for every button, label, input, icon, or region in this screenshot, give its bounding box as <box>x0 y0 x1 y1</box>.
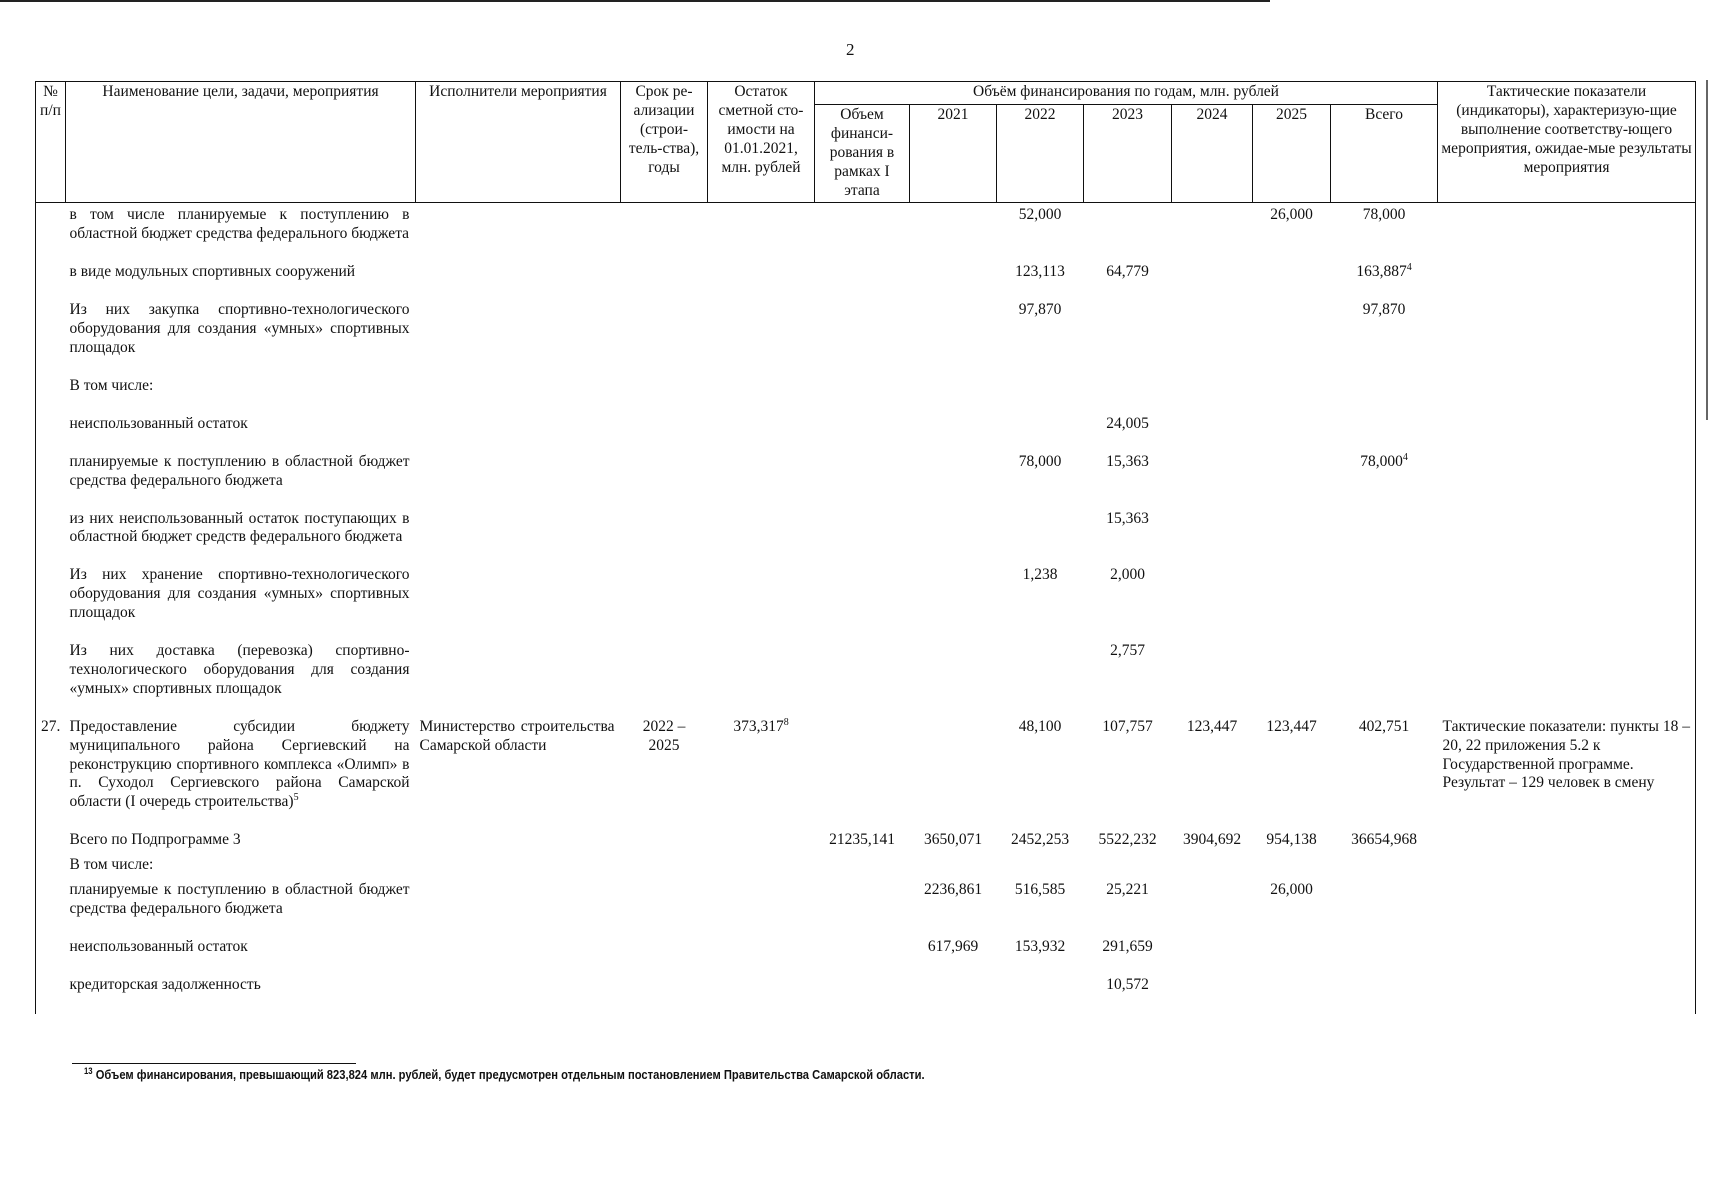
header-period: Срок ре-ализации (строи-тель-ства), годы <box>621 82 708 203</box>
cell-2021 <box>910 415 997 453</box>
cell-2022 <box>997 263 1084 301</box>
cell-name-text: Из них доставка (перевозка) спортивно-технологического оборудования для создания «умных» спортивных площадок <box>69 642 410 697</box>
cell-total-footnote-ref: 4 <box>1402 451 1408 463</box>
cell-indicators <box>1438 301 1696 377</box>
cell-executor <box>416 415 621 453</box>
table-row <box>36 263 1696 301</box>
cell-stage1 <box>815 642 910 718</box>
cell-indicators <box>1438 642 1696 718</box>
cell-2023 <box>1084 831 1172 856</box>
cell-num <box>36 938 66 976</box>
cell-indicators <box>1438 718 1696 832</box>
cell-2024 <box>1172 301 1253 377</box>
cell-indicators <box>1438 938 1696 976</box>
footnote-text: Объем финансирования, превышающий 823,824 млн. рублей, будет предусмотрен отдельным постановлением Правительства Самарской области. <box>95 1067 925 1082</box>
cell-total <box>1331 415 1438 453</box>
table-row <box>36 301 1696 377</box>
cell-2023 <box>1084 566 1172 642</box>
table-row <box>36 377 1696 415</box>
cell-2023-text: 107,757 <box>1102 717 1153 735</box>
cell-total-footnote-ref: 4 <box>1406 262 1412 274</box>
header-remainder: Остаток сметной сто-имости на 01.01.2021, млн. рублей <box>708 82 815 203</box>
cell-indicators <box>1438 881 1696 938</box>
cell-2022 <box>997 510 1084 567</box>
cell-name <box>66 203 416 263</box>
cell-2022-text: 2452,253 <box>1010 831 1070 849</box>
cell-remainder <box>708 453 815 510</box>
cell-2021 <box>910 938 997 976</box>
cell-indicators <box>1438 203 1696 263</box>
cell-2024 <box>1172 510 1253 567</box>
cell-2025 <box>1253 718 1331 832</box>
cell-indicators <box>1438 856 1696 881</box>
cell-num <box>36 642 66 718</box>
cell-stage1 <box>815 263 910 301</box>
cell-2023-text: 10,572 <box>1106 975 1149 993</box>
cell-indicators <box>1438 263 1696 301</box>
cell-2024 <box>1172 718 1253 832</box>
cell-name <box>66 415 416 453</box>
cell-stage1 <box>815 566 910 642</box>
table-row <box>36 856 1696 881</box>
cell-stage1 <box>815 976 910 1014</box>
cell-remainder <box>708 415 815 453</box>
cell-2024 <box>1172 642 1253 718</box>
cell-2022 <box>997 415 1084 453</box>
cell-2024 <box>1172 203 1253 263</box>
cell-num-text: 27. <box>41 717 61 735</box>
cell-stage1 <box>815 938 910 976</box>
cell-name <box>66 566 416 642</box>
cell-total-text: 163,887 <box>1356 263 1407 281</box>
cell-2025 <box>1253 831 1331 856</box>
cell-name <box>66 976 416 1014</box>
cell-indicators <box>1438 510 1696 567</box>
header-2024: 2024 <box>1172 104 1253 203</box>
table-row <box>36 203 1696 263</box>
cell-2025 <box>1253 856 1331 881</box>
cell-name-text: Предоставление субсидии бюджету муниципального района Сергиевский на реконструкцию спортивного комплекса «Олимп» в п. Суходол Сергиевского района Самарской области (I очередь строительства) <box>69 717 410 811</box>
cell-2023-text: 5522,232 <box>1098 831 1157 849</box>
cell-2023-text: 2,757 <box>1110 642 1145 660</box>
cell-2025 <box>1253 976 1331 1014</box>
cell-total-text: 78,000 <box>1362 206 1406 224</box>
cell-2023-text: 15,363 <box>1106 509 1149 527</box>
cell-period <box>621 263 708 301</box>
table-row <box>36 976 1696 1014</box>
cell-2021 <box>910 881 997 938</box>
cell-2025 <box>1253 415 1331 453</box>
top-scan-edge <box>0 0 1270 2</box>
footnote <box>84 1067 925 1082</box>
cell-remainder <box>708 976 815 1014</box>
cell-2022 <box>997 453 1084 510</box>
cell-period <box>621 976 708 1014</box>
cell-2022 <box>997 856 1084 881</box>
cell-name-footnote-ref: 5 <box>293 792 299 804</box>
cell-2024 <box>1172 566 1253 642</box>
footnote-separator <box>72 1063 356 1064</box>
cell-2022-text: 153,932 <box>1014 937 1066 955</box>
cell-total <box>1331 881 1438 938</box>
cell-2025-text: 26,000 <box>1270 206 1313 224</box>
cell-2022 <box>997 377 1084 415</box>
cell-num <box>36 453 66 510</box>
financing-table <box>35 81 1696 1014</box>
cell-remainder <box>708 301 815 377</box>
cell-2024 <box>1172 377 1253 415</box>
cell-2023 <box>1084 301 1172 377</box>
cell-period-text: 2022 – 2025 <box>642 717 686 754</box>
cell-2025 <box>1253 566 1331 642</box>
cell-2021 <box>910 453 997 510</box>
cell-name-text: Из них закупка спортивно-технологического оборудования для создания «умных» спортивных площадок <box>69 301 410 356</box>
cell-num <box>36 976 66 1014</box>
cell-num <box>36 566 66 642</box>
cell-num <box>36 510 66 567</box>
cell-2021-text: 3650,071 <box>923 831 983 849</box>
cell-indicators-text: Тактические показатели: пункты 18 – 20, 22 приложения 5.2 к Государственной программе. Результат – 129 человек в смену <box>1442 717 1690 792</box>
cell-2022 <box>997 642 1084 718</box>
cell-executor <box>416 203 621 263</box>
cell-remainder <box>708 642 815 718</box>
cell-remainder <box>708 718 815 832</box>
table-row <box>36 642 1696 718</box>
cell-total <box>1331 566 1438 642</box>
cell-period <box>621 566 708 642</box>
cell-period <box>621 831 708 856</box>
cell-name-text: из них неиспользованный остаток поступающих в областной бюджет средств федерального бюджета <box>69 509 410 546</box>
cell-stage1 <box>815 718 910 832</box>
cell-indicators <box>1438 976 1696 1014</box>
cell-name-text: неиспользованный остаток <box>69 414 248 432</box>
page-number: 2 <box>846 40 855 59</box>
cell-executor <box>416 718 621 832</box>
cell-num <box>36 301 66 377</box>
cell-remainder <box>708 263 815 301</box>
cell-2021 <box>910 976 997 1014</box>
cell-stage1 <box>815 881 910 938</box>
cell-period <box>621 301 708 377</box>
cell-name <box>66 856 416 881</box>
cell-remainder <box>708 856 815 881</box>
cell-num <box>36 377 66 415</box>
cell-2022-text: 123,113 <box>1015 263 1065 281</box>
header-2023: 2023 <box>1084 104 1172 203</box>
cell-stage1 <box>815 301 910 377</box>
cell-2023-text: 64,779 <box>1106 263 1149 281</box>
cell-2021 <box>910 831 997 856</box>
cell-stage1 <box>815 203 910 263</box>
cell-2025 <box>1253 510 1331 567</box>
header-stage1: Объем финанси-рования в рамках I этапа <box>815 104 910 203</box>
cell-2022 <box>997 938 1084 976</box>
cell-total <box>1331 718 1438 832</box>
cell-executor <box>416 938 621 976</box>
cell-2023 <box>1084 203 1172 263</box>
cell-name-text: В том числе: <box>69 376 154 394</box>
cell-2021 <box>910 263 997 301</box>
cell-2025-text: 26,000 <box>1270 881 1313 899</box>
cell-2025 <box>1253 453 1331 510</box>
cell-2021 <box>910 718 997 832</box>
cell-period <box>621 718 708 832</box>
right-scan-edge <box>1706 80 1708 420</box>
cell-executor <box>416 881 621 938</box>
cell-2022 <box>997 831 1084 856</box>
cell-2022 <box>997 976 1084 1014</box>
cell-2023-text: 25,221 <box>1106 881 1149 899</box>
cell-total <box>1331 856 1438 881</box>
cell-stage1-text: 21235,141 <box>829 831 895 849</box>
cell-name-text: Всего по Подпрограмме 3 <box>69 831 241 849</box>
cell-2024 <box>1172 976 1253 1014</box>
cell-name <box>66 453 416 510</box>
cell-2023 <box>1084 642 1172 718</box>
cell-period <box>621 453 708 510</box>
cell-2024 <box>1172 415 1253 453</box>
cell-executor <box>416 831 621 856</box>
cell-total-text: 36654,968 <box>1351 831 1417 849</box>
cell-remainder-text: 373,317 <box>733 717 784 735</box>
cell-total <box>1331 831 1438 856</box>
header-num: № п/п <box>36 82 66 203</box>
table-body <box>36 203 1696 1014</box>
cell-total <box>1331 938 1438 976</box>
cell-2023-text: 291,659 <box>1102 937 1153 955</box>
cell-num <box>36 881 66 938</box>
table-row <box>36 938 1696 976</box>
table-row <box>36 510 1696 567</box>
cell-name <box>66 938 416 976</box>
cell-2021 <box>910 301 997 377</box>
cell-period <box>621 510 708 567</box>
cell-2022-text: 1,238 <box>1022 566 1058 584</box>
cell-executor <box>416 510 621 567</box>
cell-name <box>66 718 416 832</box>
cell-executor <box>416 976 621 1014</box>
cell-2022 <box>997 203 1084 263</box>
cell-2024-text: 123,447 <box>1186 717 1238 735</box>
cell-2023 <box>1084 718 1172 832</box>
cell-total <box>1331 203 1438 263</box>
header-indicators: Тактические показатели (индикаторы), характеризую-щие выполнение соответству-ющего мероприятия, ожидае-мые результаты мероприятия <box>1438 82 1696 203</box>
cell-num <box>36 263 66 301</box>
cell-2021 <box>910 510 997 567</box>
footnote-marker: 13 <box>84 1066 93 1076</box>
cell-2024 <box>1172 856 1253 881</box>
header-executors: Исполнители мероприятия <box>416 82 621 203</box>
cell-total <box>1331 453 1438 510</box>
cell-2022 <box>997 301 1084 377</box>
cell-2023 <box>1084 510 1172 567</box>
cell-name <box>66 263 416 301</box>
cell-2025 <box>1253 301 1331 377</box>
cell-num <box>36 856 66 881</box>
cell-remainder <box>708 510 815 567</box>
cell-2025-text: 954,138 <box>1266 831 1317 849</box>
cell-name <box>66 642 416 718</box>
cell-remainder <box>708 831 815 856</box>
header-2021: 2021 <box>910 104 997 203</box>
cell-remainder-footnote-ref: 8 <box>783 716 789 728</box>
cell-2021-text: 617,969 <box>927 937 979 955</box>
header-name: Наименование цели, задачи, мероприятия <box>66 82 416 203</box>
cell-num <box>36 415 66 453</box>
cell-name-text: неиспользованный остаток <box>69 937 248 955</box>
header-financing-group: Объём финансирования по годам, млн. рублей <box>815 82 1438 105</box>
cell-remainder <box>708 938 815 976</box>
cell-2023 <box>1084 856 1172 881</box>
cell-2025-text: 123,447 <box>1266 717 1317 735</box>
cell-2022-text: 516,585 <box>1014 881 1066 899</box>
cell-period <box>621 642 708 718</box>
table-row <box>36 718 1696 832</box>
cell-2023-text: 2,000 <box>1110 566 1145 584</box>
cell-remainder <box>708 881 815 938</box>
cell-2022-text: 52,000 <box>1018 206 1062 224</box>
header-2025: 2025 <box>1253 104 1331 203</box>
cell-period <box>621 377 708 415</box>
cell-stage1 <box>815 415 910 453</box>
cell-num <box>36 718 66 832</box>
cell-period <box>621 938 708 976</box>
cell-stage1 <box>815 377 910 415</box>
cell-name <box>66 377 416 415</box>
cell-2025 <box>1253 938 1331 976</box>
table-row <box>36 831 1696 856</box>
cell-name <box>66 510 416 567</box>
cell-2023 <box>1084 263 1172 301</box>
cell-2024 <box>1172 881 1253 938</box>
cell-2023-text: 15,363 <box>1106 452 1149 470</box>
cell-2022-text: 48,100 <box>1018 717 1062 735</box>
cell-2021 <box>910 377 997 415</box>
table-header <box>36 82 1696 203</box>
cell-2023 <box>1084 938 1172 976</box>
cell-2025 <box>1253 263 1331 301</box>
cell-2024 <box>1172 453 1253 510</box>
cell-2024 <box>1172 263 1253 301</box>
cell-num <box>36 203 66 263</box>
cell-2021 <box>910 203 997 263</box>
cell-total <box>1331 642 1438 718</box>
cell-period <box>621 881 708 938</box>
cell-period <box>621 203 708 263</box>
cell-stage1 <box>815 510 910 567</box>
cell-period <box>621 415 708 453</box>
cell-name-text: планируемые к поступлению в областной бюджет средства федерального бюджета <box>69 452 410 489</box>
cell-stage1 <box>815 856 910 881</box>
cell-executor <box>416 642 621 718</box>
cell-executor-text: Министерство строительства Самарской области <box>419 717 615 754</box>
cell-total <box>1331 377 1438 415</box>
cell-indicators <box>1438 377 1696 415</box>
cell-2023 <box>1084 881 1172 938</box>
cell-name-text: в том числе планируемые к поступлению в областной бюджет средства федерального бюджета <box>69 206 410 243</box>
cell-name-text: кредиторская задолженность <box>69 975 261 993</box>
cell-2022 <box>997 566 1084 642</box>
cell-2023 <box>1084 976 1172 1014</box>
cell-executor <box>416 263 621 301</box>
table-row <box>36 453 1696 510</box>
cell-total-text: 402,751 <box>1358 717 1410 735</box>
table-row <box>36 566 1696 642</box>
cell-indicators <box>1438 831 1696 856</box>
table-row <box>36 415 1696 453</box>
cell-2025 <box>1253 881 1331 938</box>
cell-name-text: в виде модульных спортивных сооружений <box>69 263 356 281</box>
cell-remainder <box>708 377 815 415</box>
cell-2025 <box>1253 203 1331 263</box>
header-total: Всего <box>1331 104 1438 203</box>
cell-name-text: В том числе: <box>69 856 154 874</box>
cell-2025 <box>1253 377 1331 415</box>
cell-remainder <box>708 566 815 642</box>
cell-total <box>1331 301 1438 377</box>
cell-2025 <box>1253 642 1331 718</box>
cell-total <box>1331 976 1438 1014</box>
cell-indicators <box>1438 415 1696 453</box>
cell-executor <box>416 377 621 415</box>
table-row <box>36 881 1696 938</box>
cell-2022 <box>997 718 1084 832</box>
cell-2021 <box>910 566 997 642</box>
cell-executor <box>416 856 621 881</box>
cell-2021 <box>910 856 997 881</box>
cell-2022 <box>997 881 1084 938</box>
cell-name <box>66 881 416 938</box>
cell-2024 <box>1172 831 1253 856</box>
cell-num <box>36 831 66 856</box>
cell-name <box>66 301 416 377</box>
cell-2021-text: 2236,861 <box>923 881 983 899</box>
cell-stage1 <box>815 831 910 856</box>
cell-2023 <box>1084 377 1172 415</box>
cell-name <box>66 831 416 856</box>
cell-2021 <box>910 642 997 718</box>
cell-2022-text: 78,000 <box>1018 452 1062 470</box>
cell-total <box>1331 263 1438 301</box>
cell-total-text: 97,870 <box>1362 301 1406 319</box>
header-2022: 2022 <box>997 104 1084 203</box>
cell-2023 <box>1084 415 1172 453</box>
cell-2024-text: 3904,692 <box>1182 831 1242 849</box>
cell-2023-text: 24,005 <box>1106 414 1149 432</box>
cell-2024 <box>1172 938 1253 976</box>
cell-executor <box>416 566 621 642</box>
cell-name-text: планируемые к поступлению в областной бюджет средства федерального бюджета <box>69 881 410 917</box>
cell-total-text: 78,000 <box>1360 452 1403 470</box>
cell-name-text: Из них хранение спортивно-технологического оборудования для создания «умных» спортивных площадок <box>69 566 410 622</box>
cell-period <box>621 856 708 881</box>
cell-remainder <box>708 203 815 263</box>
cell-indicators <box>1438 453 1696 510</box>
cell-indicators <box>1438 566 1696 642</box>
cell-executor <box>416 301 621 377</box>
cell-total <box>1331 510 1438 567</box>
cell-2022-text: 97,870 <box>1018 301 1062 319</box>
cell-executor <box>416 453 621 510</box>
cell-stage1 <box>815 453 910 510</box>
cell-2023 <box>1084 453 1172 510</box>
